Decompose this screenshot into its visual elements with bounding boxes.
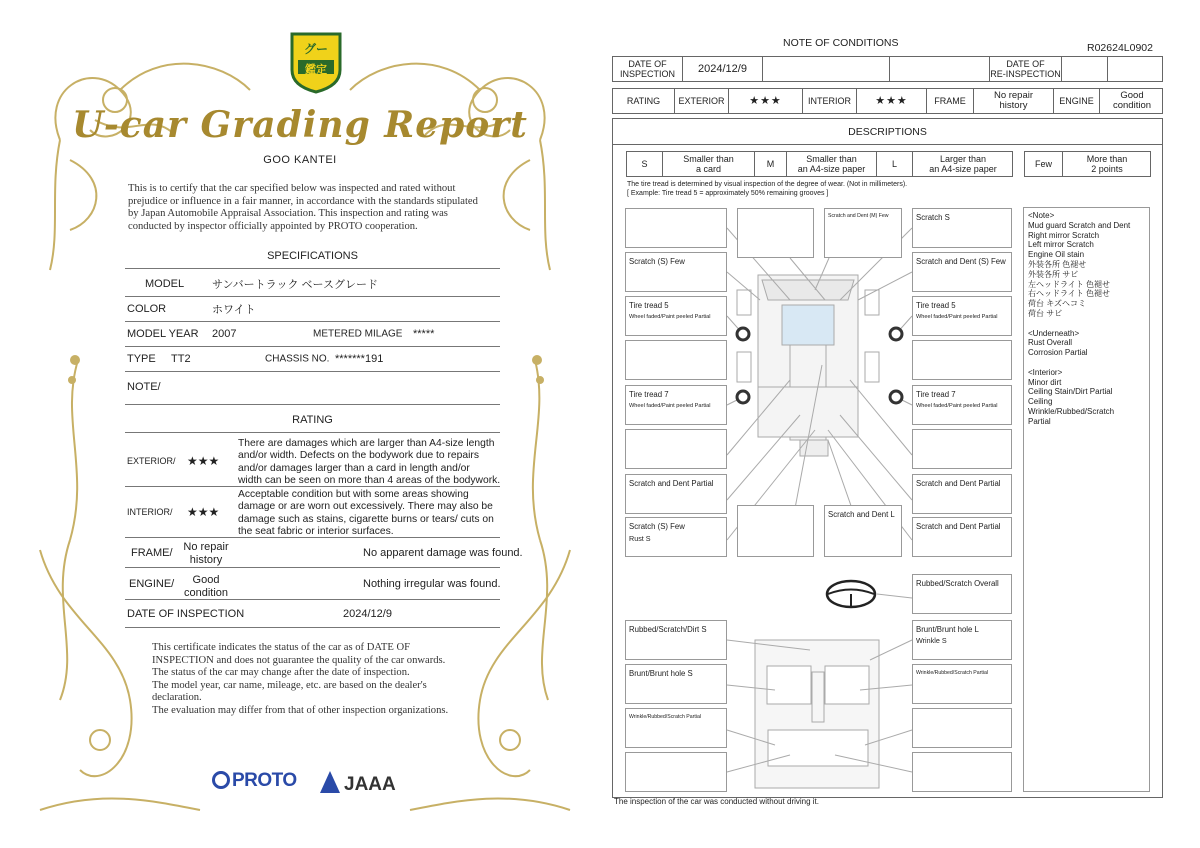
proto-logo — [212, 770, 297, 792]
callout-box — [625, 752, 727, 792]
specifications-heading: SPECIFICATIONS — [267, 250, 358, 262]
proto-logo-text: PROTO — [232, 770, 297, 791]
proto-logo-icon — [212, 771, 230, 789]
footnote-line: declaration. — [152, 692, 202, 703]
empty-cell — [763, 57, 890, 81]
color-label: COLOR — [127, 303, 167, 315]
note-line: Minor dirt — [1028, 377, 1062, 387]
jaaa-logo — [320, 771, 396, 796]
rating-table — [612, 88, 1163, 114]
note-line — [1028, 319, 1145, 329]
divider — [125, 268, 500, 269]
callout-box — [625, 252, 727, 292]
footnote-line: The status of the car may change after the date of inspection. — [152, 667, 410, 678]
date-of-inspection-value: 2024/12/9 — [683, 57, 763, 81]
desc-line: damage or are worn out excessively. There may also be — [238, 501, 493, 513]
callout-box — [912, 752, 1012, 792]
date-of-inspection-label: DATE OF INSPECTION — [613, 57, 683, 81]
engine-value-line: condition — [183, 586, 229, 599]
tire-note-line: The tire tread is determined by visual inspection of the degree of wear. (Not in millimeters). — [627, 181, 908, 188]
badge-text-top: グー — [303, 42, 328, 56]
type-value: TT2 — [171, 353, 191, 365]
frame-value — [178, 541, 234, 566]
note-line: Corrosion Partial — [1028, 348, 1088, 358]
certificate-intro — [128, 183, 498, 233]
spec-row-color — [125, 297, 500, 322]
callout-text: Tire tread 7 — [629, 390, 669, 399]
note-line: Rust Overall — [1028, 338, 1073, 348]
callout-box — [625, 474, 727, 514]
desc-line: Acceptable condition but with some areas showing — [238, 489, 469, 500]
callout-text: Tire tread 5 — [916, 301, 956, 310]
callout-text: Tire tread 5 — [629, 301, 669, 310]
footnote-line: The evaluation may differ from that of other inspection organizations. — [152, 704, 449, 716]
rating-heading: RATING — [292, 414, 333, 426]
legend-s-code: S — [627, 152, 663, 176]
callout-box — [625, 385, 727, 425]
spec-row-type — [125, 347, 500, 372]
callout-box — [912, 474, 1012, 514]
mileage-value: ***** — [413, 328, 435, 340]
certificate-subtitle: GOO KANTEI — [263, 154, 337, 166]
callout-box — [625, 340, 727, 380]
few-legend — [1024, 151, 1151, 177]
frame-value: No repair history — [974, 89, 1054, 113]
note-line: <Interior> — [1028, 367, 1063, 377]
note-line: Wrinkle/Rubbed/Scratch — [1028, 406, 1115, 416]
note-line: 右ヘッドライト 色褪せ — [1028, 289, 1110, 299]
engine-label: ENGINE/ — [129, 577, 175, 590]
callout-box — [824, 505, 902, 557]
chassis-label: CHASSIS NO. — [265, 353, 330, 365]
exterior-description — [238, 438, 500, 487]
callout-text: Scratch (S) Few — [629, 257, 685, 266]
callout-text: Tire tread 7 — [916, 390, 956, 399]
chassis-value: *******191 — [335, 353, 384, 365]
frame-description: No apparent damage was found. — [363, 546, 523, 559]
interior-label: INTERIOR — [803, 89, 857, 113]
legend-l-text: Larger than an A4-size paper — [929, 154, 997, 174]
interior-label: INTERIOR/ — [127, 507, 173, 517]
exterior-stars: ★★★ — [729, 89, 803, 113]
date-of-reinspection-label: DATE OF RE-INSPECTION — [990, 59, 1061, 79]
spec-row-note — [125, 372, 500, 405]
callout-text: Rubbed/Scratch/Dirt S — [629, 625, 707, 634]
note-label: NOTE/ — [127, 381, 161, 393]
jaaa-logo-icon — [320, 771, 340, 793]
legend-few-code: Few — [1025, 152, 1063, 176]
reference-number: R02624L0902 — [1087, 42, 1153, 54]
callout-box — [912, 208, 1012, 248]
note-line: 荷台 キズヘコミ — [1028, 299, 1087, 309]
date-label: DATE OF INSPECTION — [127, 607, 245, 620]
callout-box — [912, 708, 1012, 748]
callout-text: Scratch S — [916, 213, 950, 222]
model-year-label: MODEL YEAR — [127, 328, 199, 340]
callout-box — [912, 429, 1012, 469]
callout-box — [625, 517, 727, 557]
desc-line: the seat fabric or interior surfaces. — [238, 525, 394, 537]
intro-line: conducted by inspector officially appointed by PROTO cooperation. — [128, 220, 418, 232]
desc-line: and/or width. Defects on the bodywork due to repairs — [238, 450, 479, 462]
note-line: Engine Oil stain — [1028, 250, 1085, 260]
frame-label: FRAME — [927, 89, 974, 113]
date-value: 2024/12/9 — [343, 607, 392, 620]
exterior-label: EXTERIOR — [675, 89, 729, 113]
type-label: TYPE — [127, 353, 156, 365]
certificate-title: U-car Grading Report — [72, 104, 528, 146]
callout-subtext: Rust S — [629, 534, 651, 543]
note-line: Left mirror Scratch — [1028, 240, 1094, 250]
jaaa-logo-text: JAAA — [344, 774, 396, 795]
note-line: <Underneath> — [1028, 328, 1080, 338]
callout-text: Scratch and Dent Partial — [916, 479, 1001, 488]
note-line: Partial — [1028, 416, 1051, 426]
engine-value-line: Good — [192, 574, 220, 586]
engine-description: Nothing irregular was found. — [363, 577, 501, 590]
footnote-line: This certificate indicates the status of the car as of DATE OF — [152, 642, 410, 653]
callout-text: Scratch and Dent (S) Few — [916, 257, 1006, 266]
engine-value — [178, 574, 234, 599]
callout-subtext: Wheel faded/Paint peeled Partial — [916, 403, 998, 409]
callout-text: Wrinkle/Rubbed/Scratch Partial — [916, 670, 988, 676]
desc-line: damage such as stains, cigarette burns or tears/ cuts on — [238, 513, 494, 525]
note-line: <Note> — [1028, 211, 1055, 220]
sheet-title: NOTE OF CONDITIONS — [783, 37, 899, 49]
callout-box — [912, 340, 1012, 380]
callout-box — [625, 664, 727, 704]
callout-box — [625, 429, 727, 469]
intro-line: This is to certify that the car specified below was inspected and rated without — [128, 183, 456, 194]
desc-line: There are damages which are larger than A4-size length — [238, 438, 495, 449]
callout-text: Rubbed/Scratch Overall — [916, 579, 999, 588]
date-table — [612, 56, 1163, 82]
callout-subtext: Wheel faded/Paint peeled Partial — [629, 314, 711, 320]
callout-box — [625, 620, 727, 660]
callout-box — [912, 252, 1012, 292]
legend-m-code: M — [755, 152, 787, 176]
callout-box — [625, 208, 727, 248]
color-value: ホワイト — [212, 304, 256, 316]
callout-box — [824, 208, 902, 258]
spec-row-year — [125, 322, 500, 347]
empty-cell — [890, 57, 990, 81]
engine-label: ENGINE — [1054, 89, 1100, 113]
callout-box — [912, 574, 1012, 614]
frame-value-line: history — [189, 553, 223, 566]
callout-box — [912, 620, 1012, 660]
callout-box — [737, 208, 814, 258]
mileage-label: METERED MILAGE — [313, 328, 403, 340]
callout-text: Wrinkle/Rubbed/Scratch Partial — [629, 714, 701, 720]
note-line: Ceiling Stain/Dirt Partial — [1028, 387, 1113, 397]
callout-subtext: Wheel faded/Paint peeled Partial — [629, 403, 711, 409]
interior-stars: ★★★ — [187, 505, 220, 519]
callout-box — [912, 517, 1012, 557]
note-line: 荷台 サビ — [1028, 308, 1063, 318]
divider — [125, 432, 500, 433]
note-line — [1028, 358, 1145, 368]
interior-stars: ★★★ — [857, 89, 927, 113]
notes-panel — [1023, 207, 1150, 792]
callout-text: Scratch and Dent Partial — [629, 479, 714, 488]
model-year-value: 2007 — [212, 328, 237, 340]
inspection-disclaimer: The inspection of the car was conducted without driving it. — [614, 797, 819, 806]
intro-line: by Japan Automobile Appraisal Association. This inspection and rating was — [128, 208, 448, 219]
callout-text: Scratch and Dent Partial — [916, 522, 1001, 531]
callout-text: Scratch and Dent (M) Few — [828, 213, 889, 219]
callout-box — [737, 505, 814, 557]
descriptions-heading: DESCRIPTIONS — [613, 119, 1162, 145]
exterior-label: EXTERIOR/ — [127, 456, 176, 466]
callout-text: Brunt/Brunt hole L — [916, 625, 979, 634]
desc-line: width can be seen on more than 4 areas of the bodywork. — [238, 474, 501, 486]
legend-s-text: Smaller than a card — [663, 152, 755, 176]
exterior-stars: ★★★ — [187, 454, 220, 468]
callout-box — [912, 385, 1012, 425]
callout-box — [625, 296, 727, 336]
frame-label: FRAME/ — [131, 546, 173, 559]
desc-line: and/or damages larger than a card in length and/or — [238, 462, 470, 474]
note-line: 左ヘッドライト 色褪せ — [1028, 279, 1110, 289]
intro-line: prejudice or influence in a fair manner, in accordance with the standards stipulated — [128, 195, 478, 207]
model-value: サンバートラック ベースグレード — [212, 279, 378, 291]
rating-row-date — [125, 600, 500, 628]
tire-note-line: [ Example: Tire tread 5 = approximately 50% remaining grooves ] — [627, 190, 829, 197]
legend-l-code: L — [877, 152, 913, 176]
frame-value-line: No repair — [183, 541, 229, 553]
note-line: 外装各所 サビ — [1028, 269, 1079, 279]
callout-subtext: Wrinkle S — [916, 636, 947, 645]
callout-text: Scratch and Dent L — [828, 510, 895, 519]
callout-text: Scratch (S) Few — [629, 522, 685, 531]
interior-description — [238, 489, 494, 538]
spec-row-model — [125, 272, 500, 297]
legend-few-text: More than 2 points — [1086, 154, 1128, 174]
note-line: Ceiling — [1028, 397, 1053, 407]
size-legend — [626, 151, 1013, 177]
callout-box — [912, 664, 1012, 704]
badge-text-main: 鑑定 — [305, 64, 327, 76]
footnote-line: The model year, car name, mileage, etc. are based on the dealer's — [152, 679, 427, 691]
callout-subtext: Wheel faded/Paint peeled Partial — [916, 314, 998, 320]
note-line: Mud guard Scratch and Dent — [1028, 220, 1131, 230]
empty-cell — [1108, 57, 1164, 81]
model-label: MODEL — [145, 278, 185, 290]
callout-text: Brunt/Brunt hole S — [629, 669, 693, 678]
date-of-reinspection-value — [1062, 57, 1108, 81]
rating-label: RATING — [613, 89, 675, 113]
tire-tread-note — [627, 180, 907, 198]
legend-m-text: Smaller than an A4-size paper — [787, 152, 877, 176]
engine-value: Good condition — [1112, 90, 1152, 111]
footnote-line: INSPECTION and does not guarantee the quality of the car onwards. — [152, 654, 446, 666]
note-of-conditions-sheet — [600, 0, 1200, 848]
callout-box — [912, 296, 1012, 336]
certificate-footnote — [152, 642, 482, 717]
note-line: 外装各所 色褪せ — [1028, 259, 1087, 269]
note-line: Right mirror Scratch — [1028, 230, 1100, 240]
callout-box — [625, 708, 727, 748]
